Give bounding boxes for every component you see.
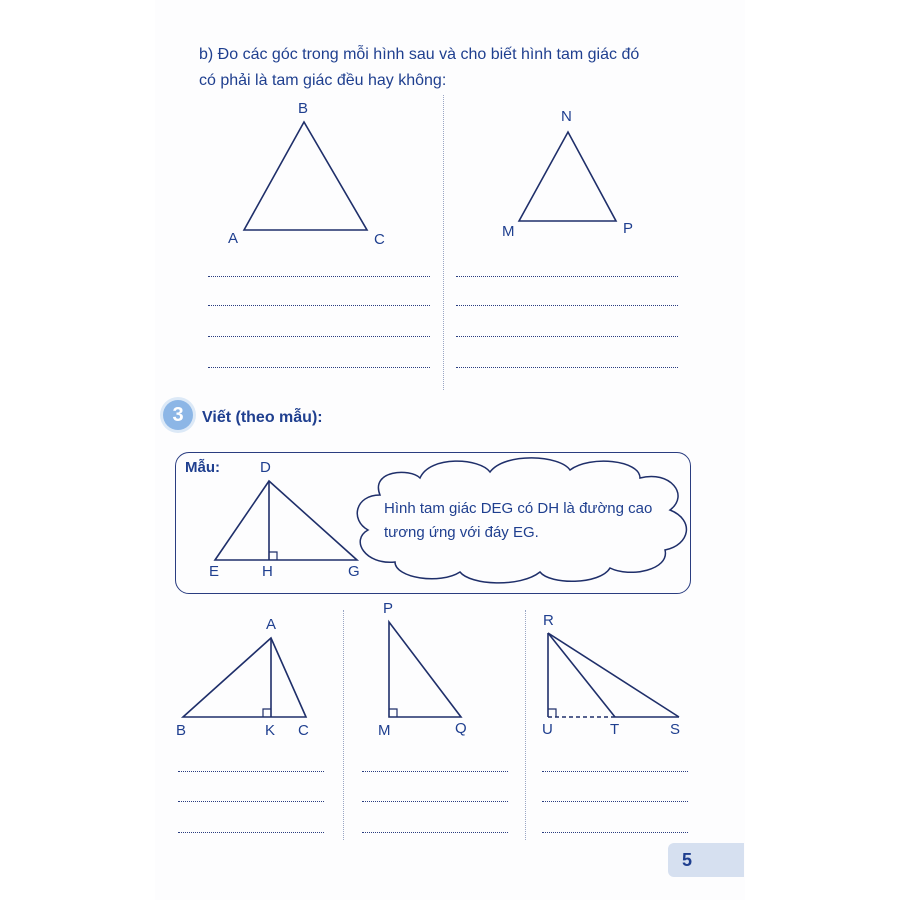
vertex-label-p: P (383, 600, 394, 617)
vertex-label-m: M (378, 722, 391, 739)
answer-line[interactable] (208, 336, 430, 337)
answer-line[interactable] (208, 305, 430, 306)
answer-line[interactable] (362, 832, 508, 833)
answer-line[interactable] (178, 771, 324, 772)
vertex-label-g: G (348, 563, 360, 580)
sample-box (175, 452, 691, 594)
right-angle-mark-k (263, 709, 271, 717)
vertex-label-d: D (260, 459, 271, 476)
column-divider (525, 610, 526, 840)
vertex-label-c: C (298, 722, 309, 739)
vertex-label-a: A (266, 616, 277, 633)
cloud-text-line2: tương ứng với đáy EG. (384, 524, 539, 541)
triangle-abc (244, 122, 367, 230)
vertex-label-n: N (561, 108, 572, 125)
vertex-label-k: K (265, 722, 276, 739)
answer-line[interactable] (456, 305, 678, 306)
answer-line[interactable] (456, 276, 678, 277)
vertex-label-u: U (542, 721, 553, 738)
segment-rt (548, 633, 615, 717)
vertex-label-r: R (543, 612, 554, 629)
vertex-label-e: E (209, 563, 220, 580)
vertex-label-b: B (176, 722, 187, 739)
part-b-instruction-line1: b) Đo các góc trong mỗi hình sau và cho biết hình tam giác đó (199, 46, 640, 63)
answer-line[interactable] (456, 336, 678, 337)
right-angle-mark-u (548, 709, 556, 717)
column-divider (343, 610, 344, 840)
answer-line[interactable] (362, 771, 508, 772)
vertex-label-b: B (298, 100, 309, 117)
triangle-pmq (389, 622, 461, 717)
vertex-label-c: C (374, 231, 385, 248)
answer-line[interactable] (362, 801, 508, 802)
answer-line[interactable] (208, 276, 430, 277)
answer-line[interactable] (542, 771, 688, 772)
answer-line[interactable] (542, 832, 688, 833)
section-number-badge: 3 (163, 400, 193, 430)
answer-line[interactable] (542, 801, 688, 802)
triangle-mnp (519, 132, 616, 221)
part-b-instruction-line2: có phải là tam giác đều hay không: (199, 72, 447, 89)
answer-line[interactable] (178, 832, 324, 833)
answer-line[interactable] (178, 801, 324, 802)
vertex-label-h: H (262, 563, 273, 580)
vertex-label-p: P (623, 220, 634, 237)
vertex-label-m: M (502, 223, 515, 240)
vertex-label-q: Q (455, 720, 467, 737)
page-number: 5 (668, 843, 744, 877)
vertex-label-t: T (610, 721, 620, 738)
section-title: Viết (theo mẫu): (202, 409, 323, 426)
right-angle-mark-m (389, 709, 397, 717)
triangle-abc-fig1 (183, 638, 306, 717)
answer-line[interactable] (456, 367, 678, 368)
cloud-text-line1: Hình tam giác DEG có DH là đường cao (384, 500, 653, 517)
sample-label: Mẫu: (185, 459, 220, 476)
vertex-label-s: S (670, 721, 681, 738)
segment-rs (548, 633, 679, 717)
vertex-label-a: A (228, 230, 239, 247)
answer-line[interactable] (208, 367, 430, 368)
